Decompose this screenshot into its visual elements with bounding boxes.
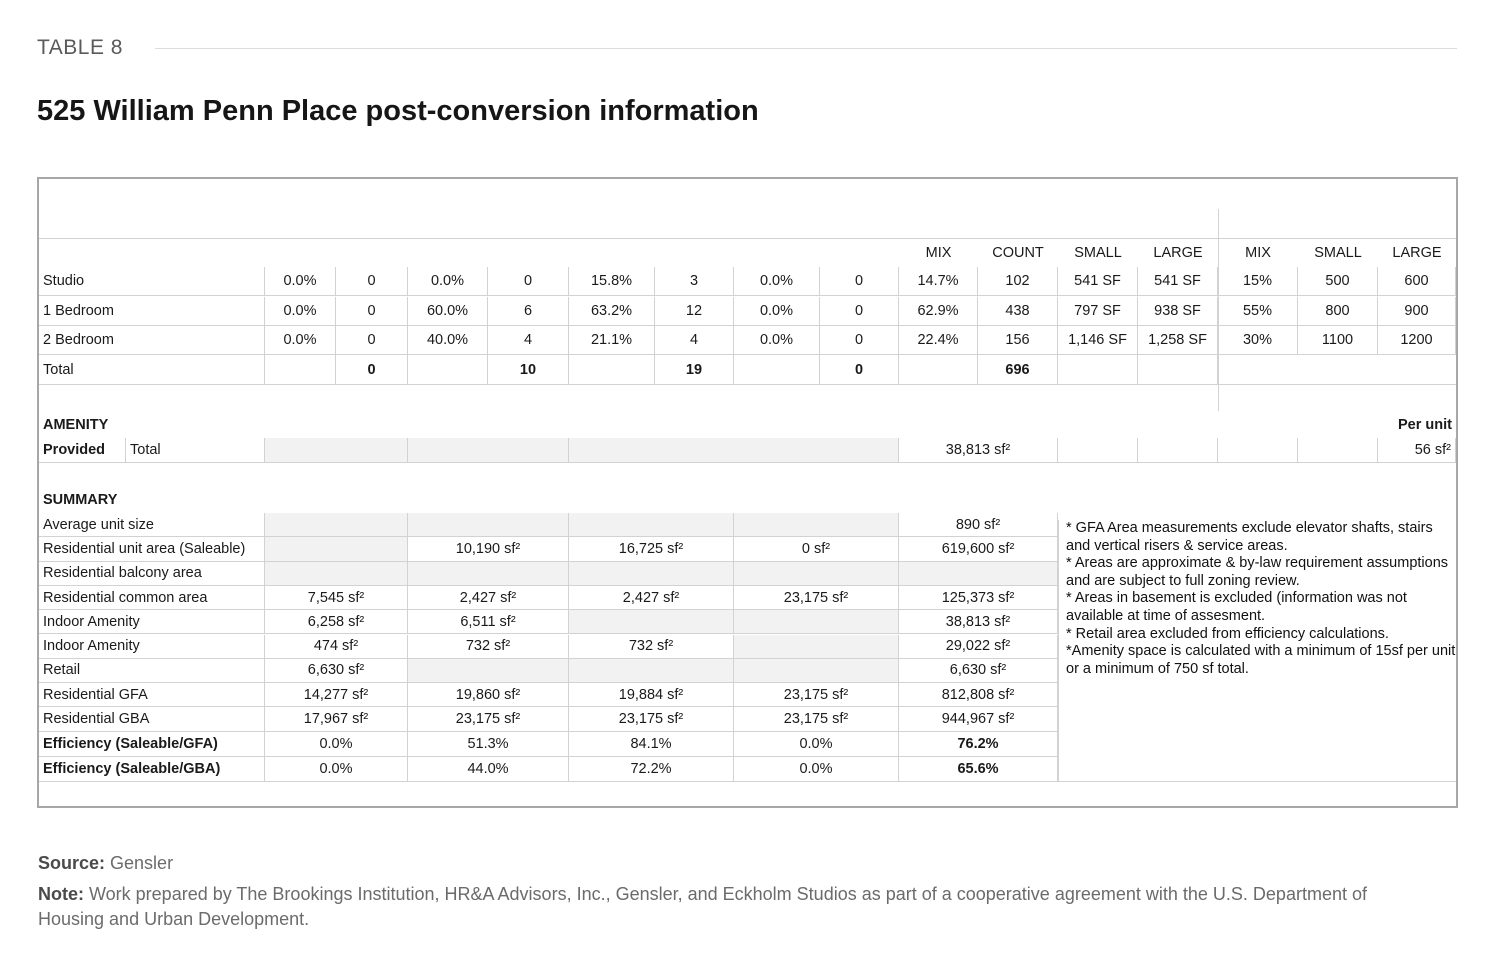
summary-cell: 84.1% bbox=[569, 732, 734, 757]
table-cell: 900 bbox=[1378, 297, 1456, 326]
summary-cell: 16,725 sf² bbox=[569, 537, 734, 561]
table-cell: 0 bbox=[488, 267, 569, 296]
summary-cell: 0 sf² bbox=[734, 537, 899, 561]
summary-cell bbox=[265, 513, 408, 537]
summary-cell: 944,967 sf² bbox=[899, 707, 1058, 731]
table-cell: 541 SF bbox=[1058, 267, 1138, 296]
unit-row-label: Studio bbox=[39, 267, 265, 296]
summary-row-label: Indoor Amenity bbox=[39, 635, 265, 659]
summary-cell bbox=[569, 562, 734, 586]
table-cell: 63.2% bbox=[569, 297, 655, 326]
summary-cell: 29,022 sf² bbox=[899, 635, 1058, 659]
summary-cell: 38,813 sf² bbox=[899, 610, 1058, 634]
summary-cell: 2,427 sf² bbox=[569, 586, 734, 610]
summary-cell: 732 sf² bbox=[569, 635, 734, 659]
summary-cell: 17,967 sf² bbox=[265, 707, 408, 731]
subheader-cell: SMALL bbox=[1074, 244, 1122, 261]
table-cell: 30% bbox=[1218, 326, 1298, 355]
table-cell: 0.0% bbox=[408, 267, 488, 296]
column-header: TOTAL bbox=[1031, 183, 1086, 204]
summary-cell: 619,600 sf² bbox=[899, 537, 1058, 561]
table-cell: 4 bbox=[488, 326, 569, 355]
summary-cell: 65.6% bbox=[899, 757, 1058, 782]
summary-cell: 23,175 sf² bbox=[734, 586, 899, 610]
table-label-row bbox=[37, 34, 1457, 62]
table-cell: 500 bbox=[1298, 267, 1378, 296]
table-cell: 21.1% bbox=[569, 326, 655, 355]
summary-cell: 6,630 sf² bbox=[899, 659, 1058, 683]
summary-cell: 23,175 sf² bbox=[734, 683, 899, 707]
total-row-cell: 696 bbox=[978, 355, 1058, 385]
note-line: * Areas are approximate & by-law requirement assumptions and are subject to full zoning review. bbox=[1066, 555, 1453, 589]
summary-cell bbox=[408, 659, 569, 683]
summary-row-label: Average unit size bbox=[39, 513, 265, 537]
summary-cell bbox=[265, 562, 408, 586]
summary-cell: 23,175 sf² bbox=[408, 707, 569, 731]
table-cell: 1,258 SF bbox=[1138, 326, 1218, 355]
table-cell: 62.9% bbox=[899, 297, 978, 326]
note-line: * Retail area excluded from efficiency calculations. bbox=[1066, 625, 1389, 642]
table-cell: 14.7% bbox=[899, 267, 978, 296]
summary-cell: 44.0% bbox=[408, 757, 569, 782]
table-cell: 800 bbox=[1298, 297, 1378, 326]
label-divider bbox=[155, 48, 1457, 49]
grid-line bbox=[1218, 209, 1219, 411]
subheader-cell: SMALL bbox=[1314, 244, 1362, 261]
table-cell: 1100 bbox=[1298, 326, 1378, 355]
summary-cell bbox=[569, 513, 734, 537]
total-row-cell bbox=[265, 355, 336, 385]
summary-cell bbox=[408, 562, 569, 586]
table-cell: 60.0% bbox=[408, 297, 488, 326]
total-row-cell bbox=[1138, 355, 1218, 385]
note-line: * Areas in basement is excluded (information was not available at time of assesment. bbox=[1066, 590, 1411, 624]
amenity-blank bbox=[1058, 438, 1138, 463]
table-cell: 0 bbox=[820, 326, 899, 355]
summary-cell: 10,190 sf² bbox=[408, 537, 569, 561]
summary-cell: 23,175 sf² bbox=[734, 707, 899, 731]
table-cell: 0 bbox=[336, 297, 408, 326]
summary-row-label: Residential balcony area bbox=[39, 562, 265, 586]
total-row-cell bbox=[734, 355, 820, 385]
table-cell: 40.0% bbox=[408, 326, 488, 355]
page-title: 525 William Penn Place post-conversion information bbox=[37, 95, 759, 127]
amenity-heading: AMENITY bbox=[43, 416, 109, 433]
summary-cell: 6,258 sf² bbox=[265, 610, 408, 634]
column-header: TARGETS bbox=[1296, 183, 1378, 204]
total-row-cell: 0 bbox=[820, 355, 899, 385]
summary-cell: 72.2% bbox=[569, 757, 734, 782]
grid-line bbox=[1058, 520, 1059, 782]
unit-row-label: 1 Bedroom bbox=[39, 297, 265, 326]
table-cell: 0.0% bbox=[734, 326, 820, 355]
column-header: LEVEL 02 - 06 bbox=[431, 183, 546, 204]
table-cell: 102 bbox=[978, 267, 1058, 296]
note-line: * GFA Area measurements exclude elevator shafts, stairs and vertical risers & service areas. bbox=[1066, 520, 1437, 554]
per-unit-label: Per unit bbox=[1398, 416, 1452, 433]
grid-line bbox=[39, 781, 1456, 782]
table-cell: 1,146 SF bbox=[1058, 326, 1138, 355]
total-row-cell: 0 bbox=[336, 355, 408, 385]
table-cell: 12 bbox=[655, 297, 734, 326]
total-row-cell: 19 bbox=[655, 355, 734, 385]
grid-line bbox=[39, 384, 1456, 385]
note-line: *Amenity space is calculated with a minimum of 15sf per unit or a minimum of 750 sf total. bbox=[1066, 643, 1460, 677]
amenity-per-unit-value: 56 sf² bbox=[1378, 438, 1456, 463]
summary-cell bbox=[734, 659, 899, 683]
summary-heading: SUMMARY bbox=[43, 492, 118, 508]
total-row-cell bbox=[569, 355, 655, 385]
summary-cell bbox=[569, 659, 734, 683]
summary-cell bbox=[408, 513, 569, 537]
summary-cell: 51.3% bbox=[408, 732, 569, 757]
source-line bbox=[38, 853, 173, 874]
table-cell: 0.0% bbox=[734, 267, 820, 296]
amenity-blank bbox=[1218, 438, 1298, 463]
summary-row-label: Residential GBA bbox=[39, 707, 265, 731]
amenity-blank bbox=[569, 438, 899, 463]
table-cell: 15% bbox=[1218, 267, 1298, 296]
summary-cell: 0.0% bbox=[265, 732, 408, 757]
table-cell: 0 bbox=[820, 267, 899, 296]
amenity-blank bbox=[265, 438, 408, 463]
summary-cell: 19,884 sf² bbox=[569, 683, 734, 707]
summary-cell bbox=[265, 537, 408, 561]
table-cell: 0.0% bbox=[265, 326, 336, 355]
amenity-blank bbox=[1298, 438, 1378, 463]
subheader-cell: COUNT bbox=[992, 244, 1044, 261]
summary-cell bbox=[734, 562, 899, 586]
amenity-blank bbox=[408, 438, 569, 463]
summary-cell bbox=[899, 562, 1058, 586]
summary-cell: 890 sf² bbox=[899, 513, 1058, 537]
table-cell: 4 bbox=[655, 326, 734, 355]
total-row-cell bbox=[899, 355, 978, 385]
table-cell: 55% bbox=[1218, 297, 1298, 326]
summary-cell: 732 sf² bbox=[408, 635, 569, 659]
table-cell: 3 bbox=[655, 267, 734, 296]
subheader-cell: MIX bbox=[1245, 244, 1271, 261]
summary-cell: 2,427 sf² bbox=[408, 586, 569, 610]
table-cell: 0 bbox=[820, 297, 899, 326]
summary-cell: 125,373 sf² bbox=[899, 586, 1058, 610]
summary-row-label: Indoor Amenity bbox=[39, 610, 265, 634]
source-label: Source: bbox=[38, 853, 106, 873]
column-header: LEVEL 07 - 40 bbox=[594, 183, 709, 204]
column-header: LEVEL 41(MECH) bbox=[745, 183, 888, 204]
summary-cell: 7,545 sf² bbox=[265, 586, 408, 610]
total-row-cell bbox=[408, 355, 488, 385]
table-cell: 1200 bbox=[1378, 326, 1456, 355]
grid-line bbox=[39, 238, 1456, 239]
table-cell: 0 bbox=[336, 267, 408, 296]
summary-row-label: Retail bbox=[39, 659, 265, 683]
table-cell: 938 SF bbox=[1138, 297, 1218, 326]
table-cell: 0 bbox=[336, 326, 408, 355]
provided-label: Provided bbox=[39, 438, 126, 463]
summary-cell: 0.0% bbox=[734, 732, 899, 757]
table-cell: 6 bbox=[488, 297, 569, 326]
summary-cell bbox=[569, 610, 734, 634]
table-cell: 600 bbox=[1378, 267, 1456, 296]
unit-row-label: 2 Bedroom bbox=[39, 326, 265, 355]
note-label: Note: bbox=[38, 884, 84, 904]
table-cell: 541 SF bbox=[1138, 267, 1218, 296]
table-cell: 797 SF bbox=[1058, 297, 1138, 326]
table-cell: 0.0% bbox=[265, 297, 336, 326]
summary-row-label: Residential unit area (Saleable) bbox=[39, 537, 265, 561]
summary-row-label: Efficiency (Saleable/GFA) bbox=[39, 732, 265, 757]
summary-cell bbox=[734, 513, 899, 537]
summary-row-label: Residential common area bbox=[39, 586, 265, 610]
note-line-footer bbox=[38, 882, 1378, 932]
notes-block bbox=[1066, 520, 1460, 678]
amenity-total-value: 38,813 sf² bbox=[899, 438, 1058, 463]
amenity-blank bbox=[1138, 438, 1218, 463]
note-text: Work prepared by The Brookings Institution, HR&A Advisors, Inc., Gensler, and Eckholm Studios as part of a cooperative agreement with the U.S. Department of Housing and Urban Development. bbox=[38, 884, 1367, 929]
data-table bbox=[37, 177, 1458, 808]
summary-row-label: Efficiency (Saleable/GBA) bbox=[39, 757, 265, 782]
subheader-cell: LARGE bbox=[1392, 244, 1442, 261]
summary-cell bbox=[734, 635, 899, 659]
table-label: TABLE 8 bbox=[37, 36, 123, 59]
summary-cell: 23,175 sf² bbox=[569, 707, 734, 731]
table-cell: 0.0% bbox=[265, 267, 336, 296]
summary-cell: 6,630 sf² bbox=[265, 659, 408, 683]
subheader-cell: LARGE bbox=[1153, 244, 1203, 261]
summary-cell: 0.0% bbox=[265, 757, 408, 782]
table-cell: 15.8% bbox=[569, 267, 655, 296]
subheader-cell: MIX bbox=[925, 244, 952, 261]
summary-cell: 0.0% bbox=[734, 757, 899, 782]
total-row-cell bbox=[1058, 355, 1138, 385]
summary-cell: 812,808 sf² bbox=[899, 683, 1058, 707]
summary-cell: 76.2% bbox=[899, 732, 1058, 757]
table-cell: 156 bbox=[978, 326, 1058, 355]
total-row-label: Total bbox=[39, 355, 265, 385]
summary-cell: 19,860 sf² bbox=[408, 683, 569, 707]
summary-cell: 14,277 sf² bbox=[265, 683, 408, 707]
table-cell: 0.0% bbox=[734, 297, 820, 326]
table-cell: 22.4% bbox=[899, 326, 978, 355]
summary-cell: 474 sf² bbox=[265, 635, 408, 659]
summary-row-label: Residential GFA bbox=[39, 683, 265, 707]
summary-cell bbox=[734, 610, 899, 634]
source-text: Gensler bbox=[105, 853, 174, 873]
amenity-total-label: Total bbox=[126, 438, 265, 463]
table-cell: 438 bbox=[978, 297, 1058, 326]
summary-cell: 6,511 sf² bbox=[408, 610, 569, 634]
column-header: LEVEL 01 bbox=[297, 183, 376, 204]
total-row-cell: 10 bbox=[488, 355, 569, 385]
